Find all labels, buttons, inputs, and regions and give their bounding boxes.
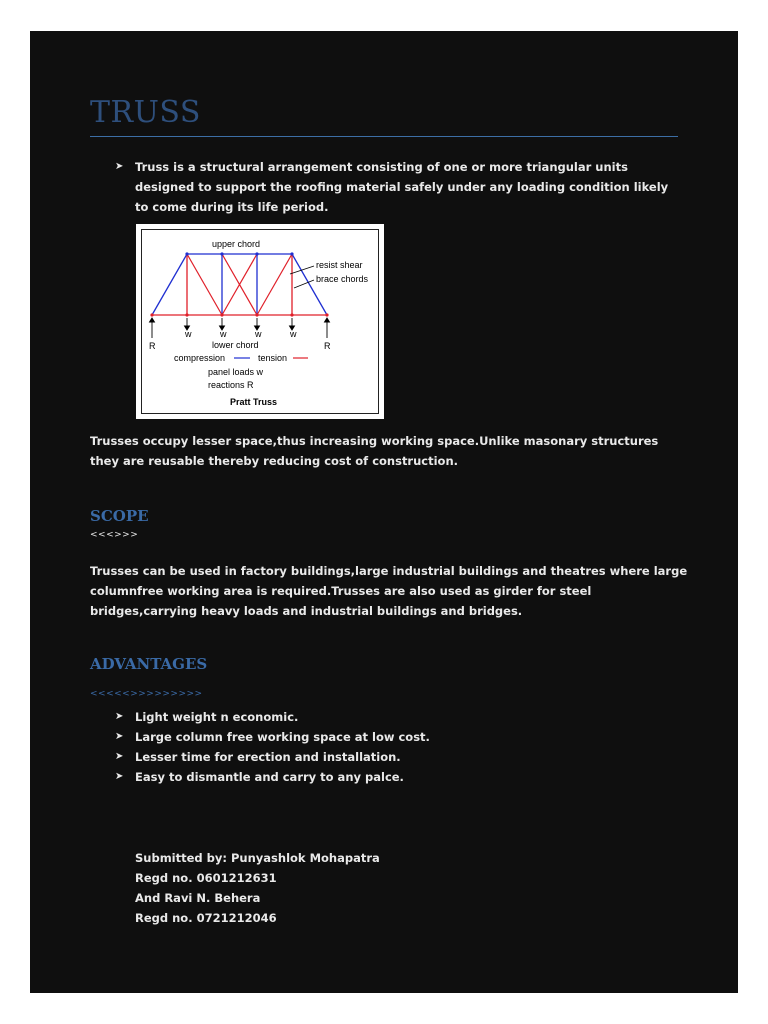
scope-text: Trusses can be used in factory buildings,large industrial buildings and theatres where large columnfree working area is required.Trusses are also used as girder for steel bridges,carrying heavy loads and industrial buildings and bridges. — [90, 564, 688, 618]
left-end-post — [152, 254, 187, 315]
compression-label: compression — [174, 353, 226, 363]
list-item — [115, 747, 615, 767]
intro-text: Truss is a structural arrangement consisting of one or more triangular units designed to support the roofing material safely under any loading condition likely to come during its life period. — [135, 160, 669, 214]
lower-chord-label: lower chord — [212, 340, 259, 350]
r-label: R — [149, 341, 156, 351]
advantage-text: Light weight n economic. — [135, 710, 299, 724]
truss-diagram — [142, 230, 378, 413]
reactions-label: reactions R — [208, 380, 254, 390]
scope-heading: SCOPE — [90, 507, 149, 525]
regd-no-line: Regd no. 0601212631 — [135, 871, 277, 885]
page-title: TRUSS — [90, 95, 201, 130]
advantage-text: Lesser time for erection and installation. — [135, 750, 401, 764]
diagonal-member — [257, 254, 292, 315]
load-arrows — [185, 318, 295, 330]
list-item — [115, 727, 615, 747]
pratt-truss-figure — [136, 224, 384, 419]
brace-chords-label: brace chords — [316, 274, 369, 284]
r-label: R — [324, 341, 331, 351]
document-page — [30, 31, 738, 993]
w-label: w — [185, 329, 192, 339]
w-label: w — [255, 329, 262, 339]
list-item — [115, 157, 685, 217]
advantages-list — [115, 707, 615, 787]
scope-marks: <<<>>> — [90, 530, 139, 540]
submitted-block — [135, 848, 535, 928]
figure-caption: Pratt Truss — [230, 397, 278, 407]
tension-label: tension — [258, 353, 288, 363]
arrow-bullet-icon: ➤ — [115, 711, 124, 722]
submitted-by-line: Submitted by: Punyashlok Mohapatra — [135, 851, 380, 865]
advantage-text: Large column free working space at low cost. — [135, 730, 430, 744]
paragraph-trusses: Trusses occupy lesser space,thus increasing working space.Unlike masonary structures they are reusable thereby reducing cost of construction. — [90, 434, 659, 468]
reaction-arrows — [150, 318, 330, 338]
advantages-heading: ADVANTAGES — [90, 655, 208, 673]
w-label: w — [220, 329, 227, 339]
advantage-text: Easy to dismantle and carry to any palce. — [135, 770, 404, 784]
advantages-marks: <<<<<>>>>>>>>> — [90, 689, 203, 699]
list-item — [115, 767, 615, 787]
panel-loads-label: panel loads w — [208, 367, 264, 377]
second-author-line: And Ravi N. Behera — [135, 891, 261, 905]
arrow-bullet-icon: ➤ — [115, 751, 124, 762]
intro-list — [115, 157, 685, 217]
upper-chord-label: upper chord — [212, 239, 261, 249]
arrow-bullet-icon: ➤ — [115, 771, 124, 782]
regd-no-line: Regd no. 0721212046 — [135, 911, 277, 925]
diagonal-member — [187, 254, 222, 315]
figure-frame — [141, 229, 379, 414]
resist-shear-label: resist shear — [316, 260, 363, 270]
leader-line — [290, 266, 314, 274]
arrow-bullet-icon: ➤ — [115, 161, 124, 172]
arrow-bullet-icon: ➤ — [115, 731, 124, 742]
list-item — [115, 707, 615, 727]
title-rule — [90, 136, 678, 137]
w-label: w — [290, 329, 297, 339]
